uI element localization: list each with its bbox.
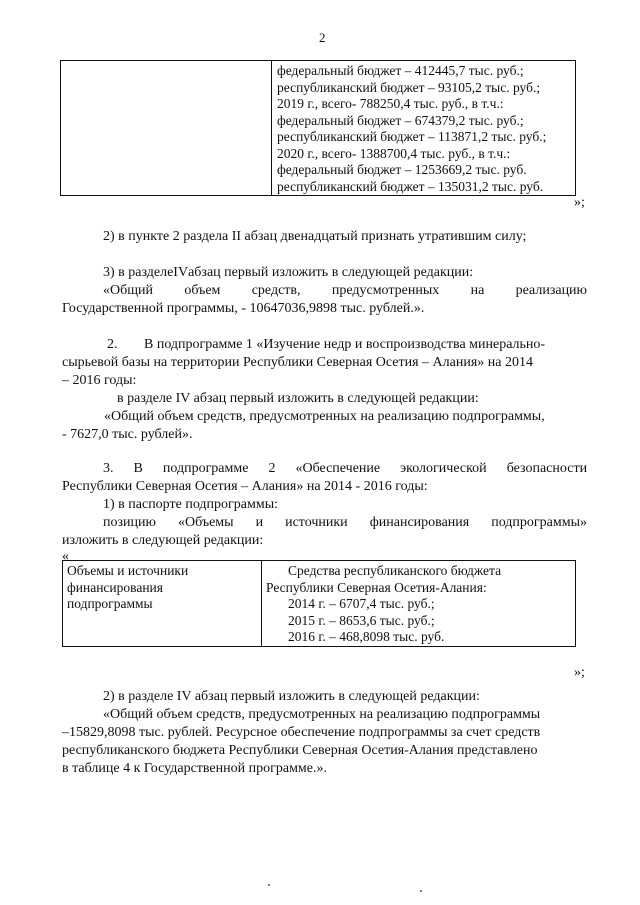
- table-value-line: Средства республиканского бюджета: [288, 563, 502, 578]
- scan-speck: [268, 884, 270, 886]
- funding-line: федеральный бюджет – 1253669,2 тыс. руб.: [277, 162, 527, 177]
- section-3-item-2-line2: «Общий объем средств, предусмотренных на реализацию подпрограммы: [103, 707, 541, 722]
- funding-table-left-cell: [61, 61, 272, 196]
- section-2-line3: – 2016 годы:: [62, 373, 137, 388]
- section-3-line1: 3. В подпрограмме 2 «Обеспечение экологической безопасности: [103, 461, 588, 476]
- subprogram-table-label-cell: [63, 561, 262, 647]
- funding-line: федеральный бюджет – 412445,7 тыс. руб.;: [277, 63, 524, 78]
- paragraph-item-3: 3) в разделеIVабзац первый изложить в следующей редакции:: [103, 265, 474, 280]
- section-2-line6: - 7627,0 тыс. рублей».: [62, 427, 193, 442]
- section-3-item-2-line3: –15829,8098 тыс. рублей. Ресурсное обеспечение подпрограммы за счет средств: [62, 725, 541, 740]
- section-3-line2: Республики Северная Осетия – Алания» на 2014 - 2016 годы:: [62, 479, 428, 494]
- closing-quote: »;: [574, 195, 585, 210]
- closing-quote-2: »;: [574, 665, 585, 680]
- funding-table-right-cell: [272, 61, 576, 196]
- section-3-line3: 1) в паспорте подпрограммы:: [103, 497, 279, 512]
- section-2-line1: В подпрограмме 1 «Изучение недр и воспроизводства минерально-: [144, 337, 546, 352]
- funding-table-continued: [60, 60, 576, 196]
- section-3-item-2-line4: республиканского бюджета Республики Северная Осетия-Алания представлено: [62, 743, 538, 758]
- section-2-line4: в разделе IV абзац первый изложить в следующей редакции:: [117, 391, 479, 406]
- section-2-line5: «Общий объем средств, предусмотренных на реализацию подпрограммы,: [104, 409, 545, 424]
- table-value-line: 2015 г. – 8653,6 тыс. руб.;: [288, 612, 435, 628]
- funding-line: республиканский бюджет – 113871,2 тыс. руб.;: [277, 129, 547, 144]
- table-label-line: финансирования: [67, 579, 163, 595]
- table-label-line: Объемы и источники: [67, 563, 189, 578]
- funding-line: 2020 г., всего- 1388700,4 тыс. руб., в т.ч.:: [277, 145, 511, 161]
- scan-speck: [420, 890, 422, 892]
- section-2-line2: сырьевой базы на территории Республики Северная Осетия – Алания» на 2014: [62, 355, 533, 370]
- table-value-line: 2014 г. – 6707,4 тыс. руб.;: [288, 596, 435, 611]
- paragraph-item-3-justified: «Общий объем средств, предусмотренных на реализацию: [103, 283, 588, 298]
- section-2-number: 2.: [107, 337, 118, 352]
- section-3-item-2-line1: 2) в разделе IV абзац первый изложить в следующей редакции:: [103, 689, 480, 704]
- page-number: 2: [319, 30, 326, 45]
- section-3-line4: позицию «Объемы и источники финансирования подпрограммы»: [103, 515, 588, 530]
- table-value-line: Республики Северная Осетия-Алания:: [266, 579, 487, 595]
- funding-line: 2019 г., всего- 788250,4 тыс. руб., в т.ч.:: [277, 96, 504, 111]
- section-3-line5: изложить в следующей редакции:: [62, 533, 264, 548]
- funding-line: республиканский бюджет – 135031,2 тыс. руб.: [277, 178, 544, 194]
- table-value-line: 2016 г. – 468,8098 тыс. руб.: [288, 629, 445, 644]
- funding-line: федеральный бюджет – 674379,2 тыс. руб.;: [277, 112, 524, 128]
- open-quote: «: [62, 549, 69, 564]
- paragraph-item-3-line3: Государственной программы, - 10647036,9898 тыс. рублей.».: [62, 301, 425, 316]
- table-label-line: подпрограммы: [67, 596, 153, 611]
- subprogram-table-value-cell: [262, 561, 576, 647]
- section-3-item-2-line5: в таблице 4 к Государственной программе.».: [62, 761, 328, 776]
- paragraph-item-2: 2) в пункте 2 раздела II абзац двенадцатый признать утратившим силу;: [103, 229, 527, 244]
- subprogram-funding-table: [62, 560, 576, 647]
- funding-line: республиканский бюджет – 93105,2 тыс. руб.;: [277, 79, 541, 95]
